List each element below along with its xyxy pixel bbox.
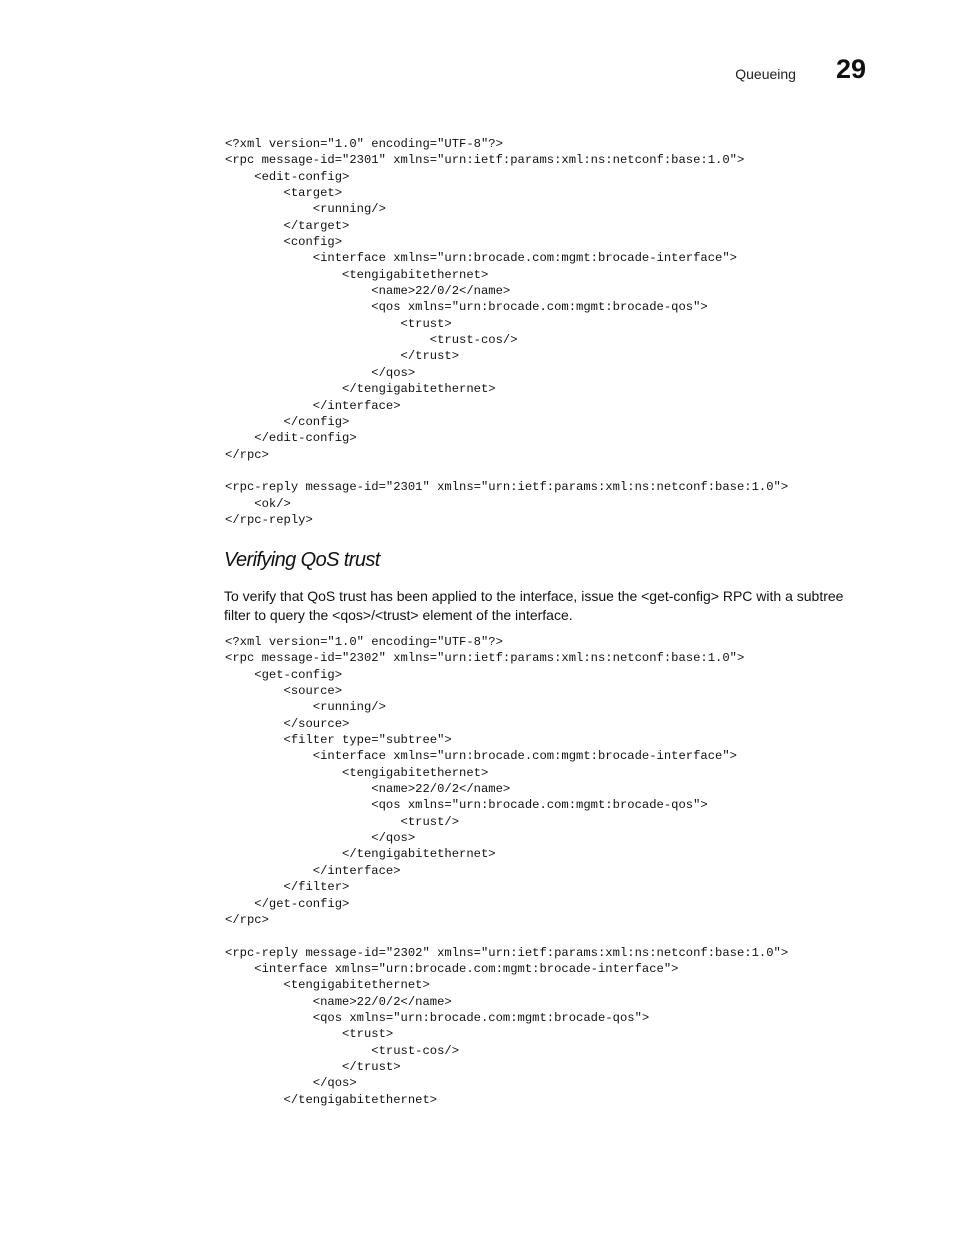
get-config-code-block: <?xml version="1.0" encoding="UTF-8"?> <rpc message-id="2302" xmlns="urn:ietf:params:xml:ns:netconf:base:1.0"> <get-config> <source> <running/> </source> <filter type="subtree"> <interface xmlns="urn:brocade.com:mgmt:brocade-interface"> <tengigabitethernet> <name>22/0/2</name> <qos xmlns="urn:brocade.com:mgmt:brocade-qos"> <trust/> </qos> </tengigabitethernet> </interface> </filter> </get-config> </rpc> <rpc-reply message-id="2302" xmlns="urn:ietf:params:xml:ns:netconf:base:1.0"> <interface xmlns="urn:brocade.com:mgmt:brocade-interface"> <tengigabitethernet> <name>22/0/2</name> <qos xmlns="urn:brocade.com:mgmt:brocade-qos"> <trust> <trust-cos/> </trust> </qos> </tengigabitethernet> bbox=[225, 635, 789, 1107]
chapter-number: 29 bbox=[835, 54, 866, 84]
edit-config-code-block: <?xml version="1.0" encoding="UTF-8"?> <rpc message-id="2301" xmlns="urn:ietf:params:xml:ns:netconf:base:1.0"> <edit-config> <target> <running/> </target> <config> <interface xmlns="urn:brocade.com:mgmt:brocade-interface"> <tengigabitethernet> <name>22/0/2</name> <qos xmlns="urn:brocade.com:mgmt:brocade-qos"> <trust> <trust-cos/> </trust> </qos> </tengigabitethernet> </interface> </config> </edit-config> </rpc> <rpc-reply message-id="2301" xmlns="urn:ietf:params:xml:ns:netconf:base:1.0"> <ok/> </rpc-reply> bbox=[225, 137, 789, 527]
section-heading: Verifying QoS trust bbox=[224, 549, 380, 571]
body-paragraph: To verify that QoS trust has been applied to the interface, issue the <get-config> RPC with a subtree filter to query the <qos>/<trust> element of the interface. bbox=[224, 588, 844, 623]
page-header bbox=[735, 54, 866, 85]
chapter-title: Queueing bbox=[735, 65, 796, 82]
